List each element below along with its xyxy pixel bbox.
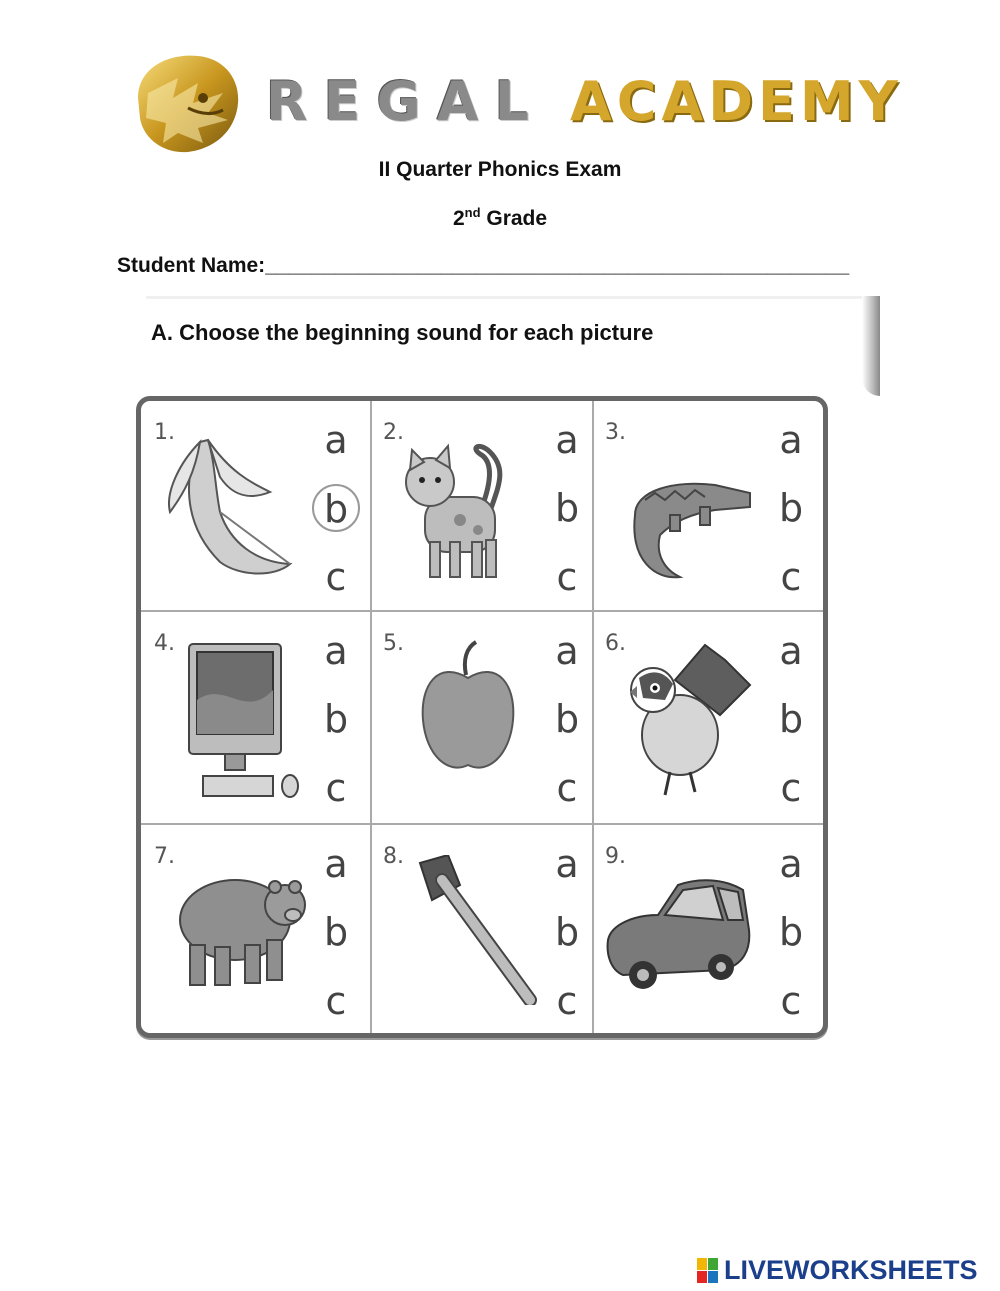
- student-name-row: [117, 254, 849, 278]
- answer-option-c[interactable]: c: [325, 979, 347, 1023]
- grid-divider: [141, 610, 823, 612]
- bird-picture: [625, 640, 755, 800]
- answer-option-c[interactable]: c: [325, 555, 347, 599]
- answer-option-b[interactable]: b: [554, 486, 580, 530]
- liveworksheets-watermark[interactable]: LIVEWORKSHEETS: [724, 1255, 978, 1285]
- answer-option-a[interactable]: a: [555, 418, 579, 462]
- exam-title: II Quarter Phonics Exam: [378, 158, 622, 181]
- lion-head-icon: [128, 48, 248, 158]
- grade-word: Grade: [486, 207, 548, 230]
- answer-option-a[interactable]: a: [779, 629, 803, 673]
- computer-picture: [185, 640, 305, 805]
- item-number: 1.: [154, 420, 175, 445]
- grade-suffix: nd: [464, 205, 481, 220]
- answer-option-c[interactable]: c: [556, 766, 578, 810]
- car-picture: [603, 870, 753, 1000]
- answer-option-b[interactable]: b: [554, 697, 580, 741]
- banana-picture: [160, 432, 300, 582]
- liveworksheets-logo-icon: [697, 1258, 719, 1284]
- cat-picture: [400, 432, 520, 582]
- answer-option-c[interactable]: c: [556, 555, 578, 599]
- crocodile-picture: [615, 455, 755, 585]
- answer-option-a[interactable]: a: [324, 842, 348, 886]
- answer-option-a[interactable]: a: [324, 629, 348, 673]
- answer-option-b[interactable]: b: [323, 697, 349, 741]
- item-number: 8.: [383, 844, 404, 869]
- apple-picture: [418, 640, 518, 780]
- brand-academy-text: ACADEMY: [570, 70, 903, 133]
- regal-academy-logo: [128, 48, 928, 158]
- item-number: 6.: [605, 631, 626, 656]
- student-name-label: Student Name:: [117, 254, 266, 277]
- answer-option-b[interactable]: b: [778, 697, 804, 741]
- bear-picture: [175, 855, 315, 995]
- answer-option-c[interactable]: c: [780, 766, 802, 810]
- grade-number: 2: [452, 207, 465, 230]
- item-number: 4.: [154, 631, 175, 656]
- grid-divider: [592, 401, 594, 1033]
- answer-option-a[interactable]: a: [779, 418, 803, 462]
- answer-option-a[interactable]: a: [555, 842, 579, 886]
- answer-option-a[interactable]: a: [324, 418, 348, 462]
- answer-option-b[interactable]: b: [312, 484, 360, 532]
- grid-divider: [370, 401, 372, 1033]
- answer-option-c[interactable]: c: [780, 979, 802, 1023]
- grade-title: [0, 205, 1000, 231]
- answer-option-b[interactable]: b: [778, 910, 804, 954]
- answer-option-c[interactable]: c: [780, 555, 802, 599]
- scan-border-top: [146, 296, 880, 299]
- grid-divider: [141, 823, 823, 825]
- answer-option-c[interactable]: c: [556, 979, 578, 1023]
- scan-border-edge: [862, 296, 880, 396]
- item-number: 7.: [154, 844, 175, 869]
- student-name-field[interactable]: __________________________________________________: [265, 254, 850, 277]
- answer-option-a[interactable]: a: [555, 629, 579, 673]
- answer-option-b[interactable]: b: [778, 486, 804, 530]
- axe-picture: [400, 855, 540, 1005]
- answer-option-b[interactable]: b: [554, 910, 580, 954]
- item-number: 2.: [383, 420, 404, 445]
- item-number: 3.: [605, 420, 626, 445]
- answer-option-a[interactable]: a: [779, 842, 803, 886]
- answer-option-c[interactable]: c: [325, 766, 347, 810]
- item-number: 9.: [605, 844, 626, 869]
- item-number: 5.: [383, 631, 404, 656]
- brand-regal-text: REGAL: [266, 70, 545, 133]
- section-instruction: A. Choose the beginning sound for each picture: [151, 320, 654, 345]
- answer-option-b[interactable]: b: [323, 910, 349, 954]
